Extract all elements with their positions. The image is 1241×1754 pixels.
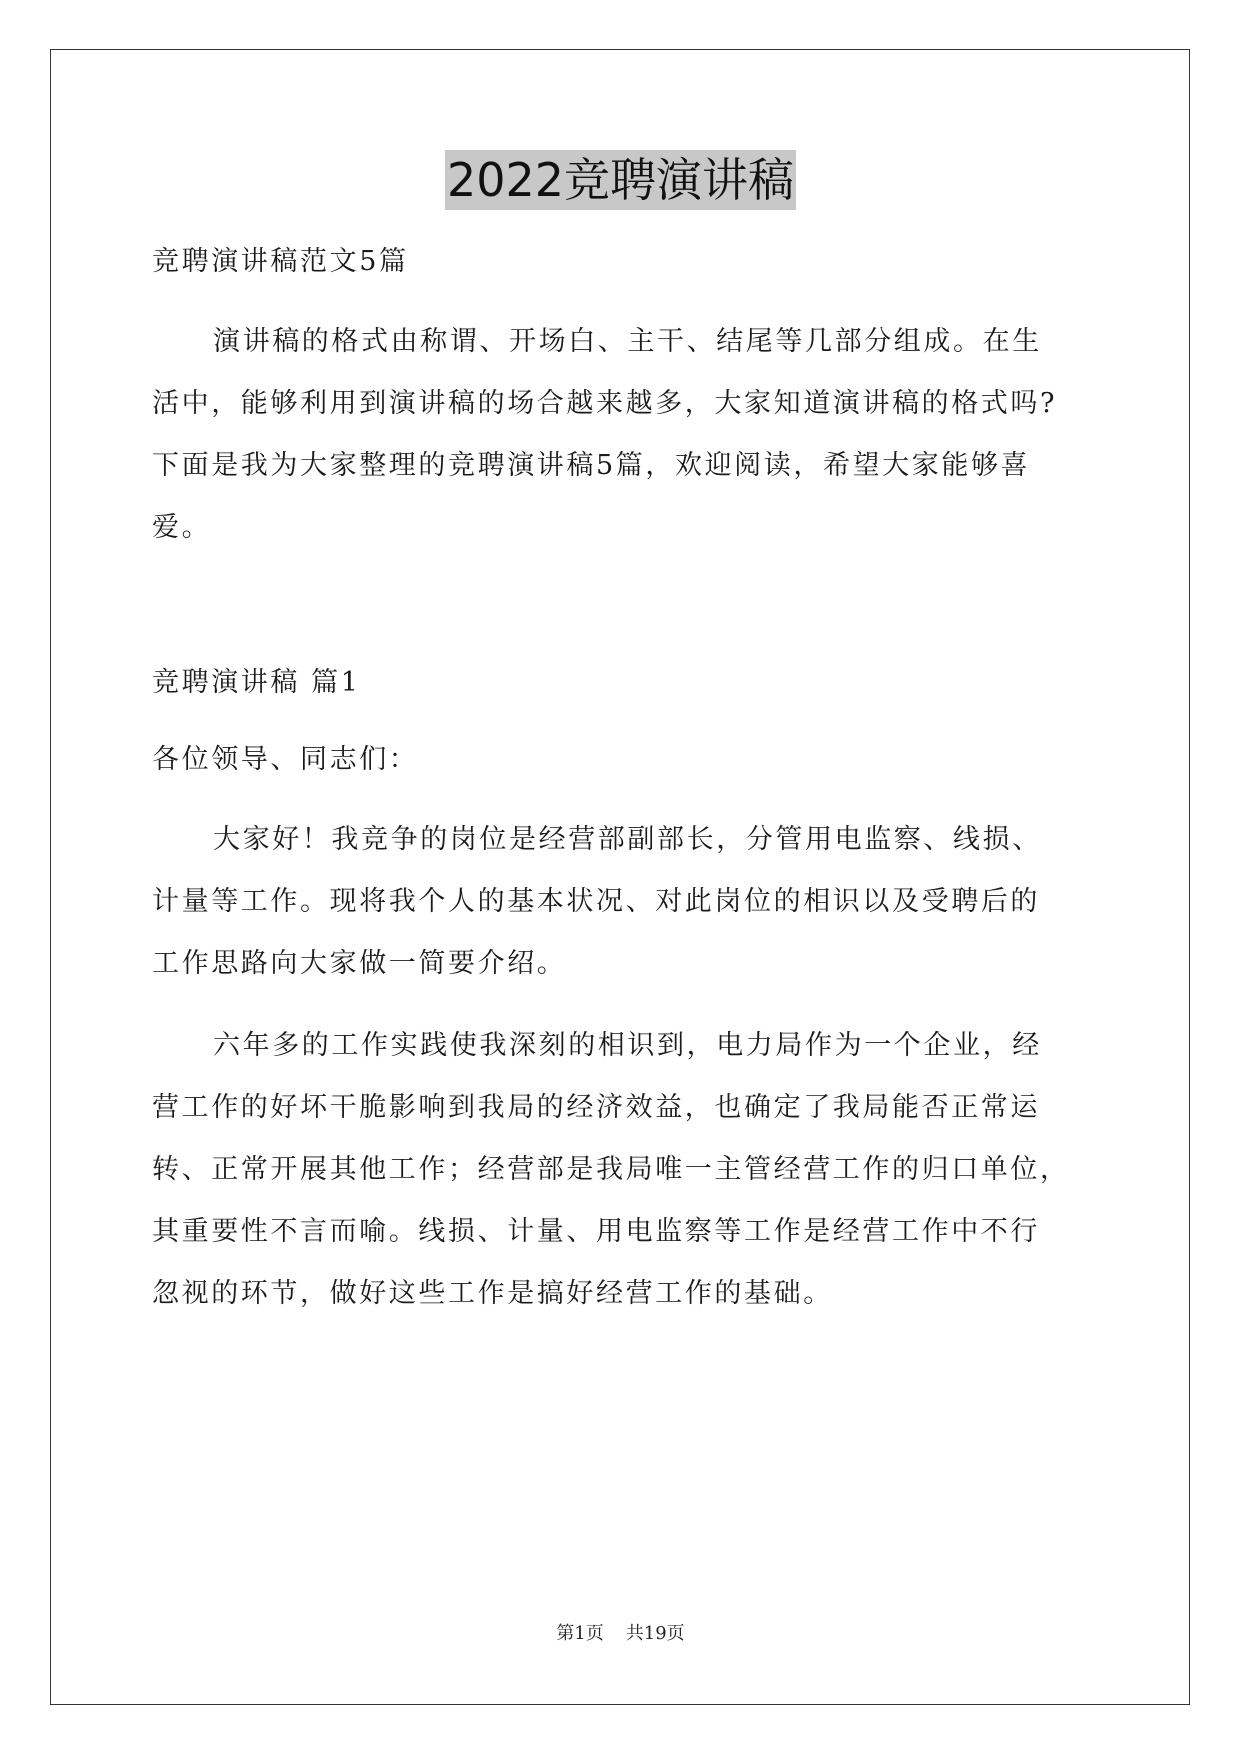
salutation: 各位领导、同志们： bbox=[152, 744, 419, 775]
page-footer bbox=[0, 1622, 1241, 1646]
subtitle: 竞聘演讲稿范文5篇 bbox=[152, 246, 409, 277]
para1-line-1: 大家好！我竞争的岗位是经营部副部长，分管用电监察、线损、 bbox=[213, 824, 1042, 855]
document-title: 2022竞聘演讲稿 bbox=[445, 150, 796, 210]
page-total: 共19页 bbox=[625, 1623, 685, 1644]
para1-line-3: 工作思路向大家做一简要介绍。 bbox=[152, 948, 567, 979]
intro-line-3: 下面是我为大家整理的竞聘演讲稿5篇，欢迎阅读，希望大家能够喜 bbox=[152, 450, 1031, 481]
page-number: 第1页 bbox=[556, 1623, 604, 1644]
para2-line-3: 转、正常开展其他工作；经营部是我局唯一主管经营工作的归口单位， bbox=[152, 1154, 1070, 1185]
para2-line-1: 六年多的工作实践使我深刻的相识到，电力局作为一个企业，经 bbox=[213, 1030, 1042, 1061]
intro-line-1: 演讲稿的格式由称谓、开场白、主干、结尾等几部分组成。在生 bbox=[213, 326, 1042, 357]
section-heading: 竞聘演讲稿 篇1 bbox=[152, 667, 361, 698]
intro-line-4: 爱。 bbox=[152, 512, 212, 543]
para2-line-5: 忽视的环节，做好这些工作是搞好经营工作的基础。 bbox=[152, 1278, 833, 1309]
para2-line-4: 其重要性不言而喻。线损、计量、用电监察等工作是经营工作中不行 bbox=[152, 1216, 1040, 1247]
para2-line-2: 营工作的好坏干脆影响到我局的经济效益，也确定了我局能否正常运 bbox=[152, 1092, 1040, 1123]
page-border bbox=[50, 49, 1190, 1705]
document-title-wrap bbox=[0, 150, 1241, 210]
intro-line-2: 活中，能够利用到演讲稿的场合越来越多，大家知道演讲稿的格式吗? bbox=[152, 388, 1058, 419]
para1-line-2: 计量等工作。现将我个人的基本状况、对此岗位的相识以及受聘后的 bbox=[152, 886, 1040, 917]
